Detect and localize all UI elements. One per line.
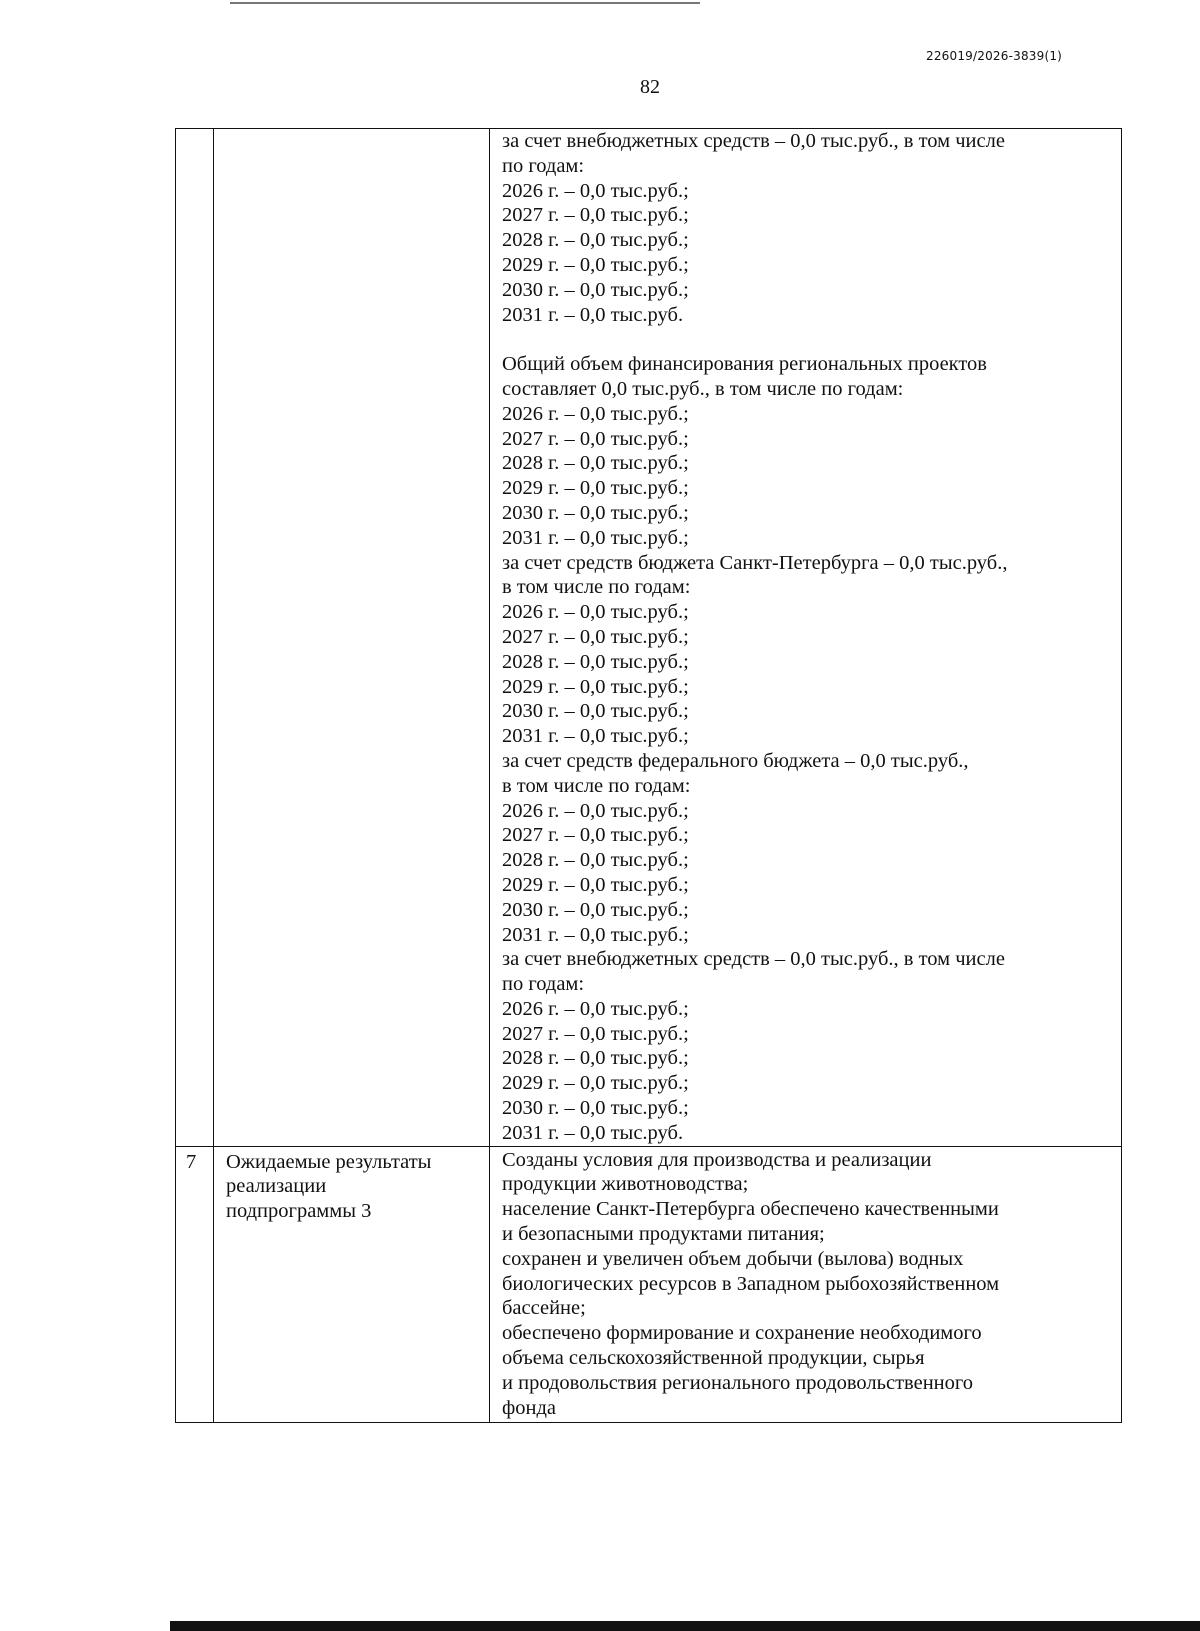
scan-artifact-line <box>230 2 700 4</box>
table-row-funding <box>176 129 1122 1147</box>
year-line: 2028 г. – 0,0 тыс.руб.; <box>502 229 689 252</box>
text-line: Общий объем финансирования региональных проектов <box>502 353 987 376</box>
result-line: объема сельскохозяйственной продукции, сырья <box>502 1347 925 1370</box>
paragraph-gap <box>502 327 1121 352</box>
text-line: по годам: <box>502 973 585 996</box>
year-line: 2026 г. – 0,0 тыс.руб.; <box>502 179 689 202</box>
scan-artifact-bottom-bar <box>170 1621 1200 1631</box>
result-line: продукции животноводства; <box>502 1173 749 1196</box>
text-line: за счет внебюджетных средств – 0,0 тыс.руб., в том числе <box>502 130 1005 152</box>
year-line: 2026 г. – 0,0 тыс.руб.; <box>502 402 689 425</box>
year-line: 2026 г. – 0,0 тыс.руб.; <box>502 997 689 1020</box>
result-line: Созданы условия для производства и реализации <box>502 1148 932 1171</box>
document-registration-number: 226019/2026-3839(1) <box>926 49 1063 63</box>
year-line: 2031 г. – 0,0 тыс.руб.; <box>502 725 689 748</box>
result-line: и безопасными продуктами питания; <box>502 1223 825 1246</box>
year-line: 2031 г. – 0,0 тыс.руб. <box>502 303 684 326</box>
year-line: 2030 г. – 0,0 тыс.руб.; <box>502 278 689 301</box>
table-row-expected-results <box>176 1146 1122 1423</box>
row-label-cell <box>214 1146 490 1423</box>
row-number-cell-empty <box>176 129 214 1147</box>
year-line: 2028 г. – 0,0 тыс.руб.; <box>502 849 689 872</box>
text-line: в том числе по годам: <box>502 576 691 599</box>
year-line: 2029 г. – 0,0 тыс.руб.; <box>502 253 689 276</box>
year-line: 2031 г. – 0,0 тыс.руб.; <box>502 526 689 549</box>
text-line: за счет внебюджетных средств – 0,0 тыс.руб., в том числе <box>502 948 1005 971</box>
result-line: население Санкт-Петербурга обеспечено качественными <box>502 1198 999 1221</box>
year-line: 2026 г. – 0,0 тыс.руб.; <box>502 799 689 822</box>
year-line: 2030 г. – 0,0 тыс.руб.; <box>502 898 689 921</box>
year-line: 2031 г. – 0,0 тыс.руб.; <box>502 923 689 946</box>
label-line: подпрограммы 3 <box>226 1200 372 1223</box>
result-line: обеспечено формирование и сохранение необходимого <box>502 1322 982 1345</box>
text-line: по годам: <box>502 154 585 177</box>
year-line: 2027 г. – 0,0 тыс.руб.; <box>502 824 689 847</box>
text-line: за счет средств бюджета Санкт-Петербурга – 0,0 тыс.руб., <box>502 551 1008 574</box>
label-line: Ожидаемые результаты <box>226 1150 432 1173</box>
federal-budget-paragraph <box>502 749 1121 947</box>
spb-budget-paragraph <box>502 551 1121 749</box>
year-line: 2028 г. – 0,0 тыс.руб.; <box>502 452 689 475</box>
year-line: 2027 г. – 0,0 тыс.руб.; <box>502 427 689 450</box>
expected-results-content-cell <box>490 1146 1122 1423</box>
funding-content-cell <box>490 129 1122 1147</box>
page-number: 82 <box>640 76 660 98</box>
regional-projects-paragraph <box>502 352 1121 550</box>
year-line: 2030 г. – 0,0 тыс.руб.; <box>502 501 689 524</box>
result-line: фонда <box>502 1396 557 1419</box>
result-line: биологических ресурсов в Западном рыбохозяйственном <box>502 1272 1000 1295</box>
row-label-cell-empty <box>214 129 490 1147</box>
result-line: и продовольствия регионального продовольственного <box>502 1371 974 1394</box>
year-line: 2029 г. – 0,0 тыс.руб.; <box>502 873 689 896</box>
row-number-cell: 7 <box>176 1146 214 1423</box>
text-line: в том числе по годам: <box>502 774 691 797</box>
text-line: составляет 0,0 тыс.руб., в том числе по годам: <box>502 377 904 400</box>
text-line: за счет средств федерального бюджета – 0,0 тыс.руб., <box>502 749 969 772</box>
year-line: 2027 г. – 0,0 тыс.руб.; <box>502 1022 689 1045</box>
year-line: 2031 г. – 0,0 тыс.руб. <box>502 1121 684 1144</box>
year-line: 2027 г. – 0,0 тыс.руб.; <box>502 204 689 227</box>
offbudget-funding-paragraph-2 <box>502 947 1121 1145</box>
year-line: 2026 г. – 0,0 тыс.руб.; <box>502 601 689 624</box>
offbudget-funding-paragraph <box>502 129 1121 327</box>
year-line: 2029 г. – 0,0 тыс.руб.; <box>502 477 689 500</box>
year-line: 2028 г. – 0,0 тыс.руб.; <box>502 650 689 673</box>
year-line: 2027 г. – 0,0 тыс.руб.; <box>502 625 689 648</box>
label-line: реализации <box>226 1175 327 1198</box>
year-line: 2029 г. – 0,0 тыс.руб.; <box>502 675 689 698</box>
year-line: 2028 г. – 0,0 тыс.руб.; <box>502 1047 689 1070</box>
result-line: бассейне; <box>502 1297 586 1320</box>
year-line: 2029 г. – 0,0 тыс.руб.; <box>502 1072 689 1095</box>
subprogram-passport-table <box>175 128 1122 1423</box>
year-line: 2030 г. – 0,0 тыс.руб.; <box>502 1097 689 1120</box>
result-line: сохранен и увеличен объем добычи (вылова) водных <box>502 1247 964 1270</box>
year-line: 2030 г. – 0,0 тыс.руб.; <box>502 700 689 723</box>
